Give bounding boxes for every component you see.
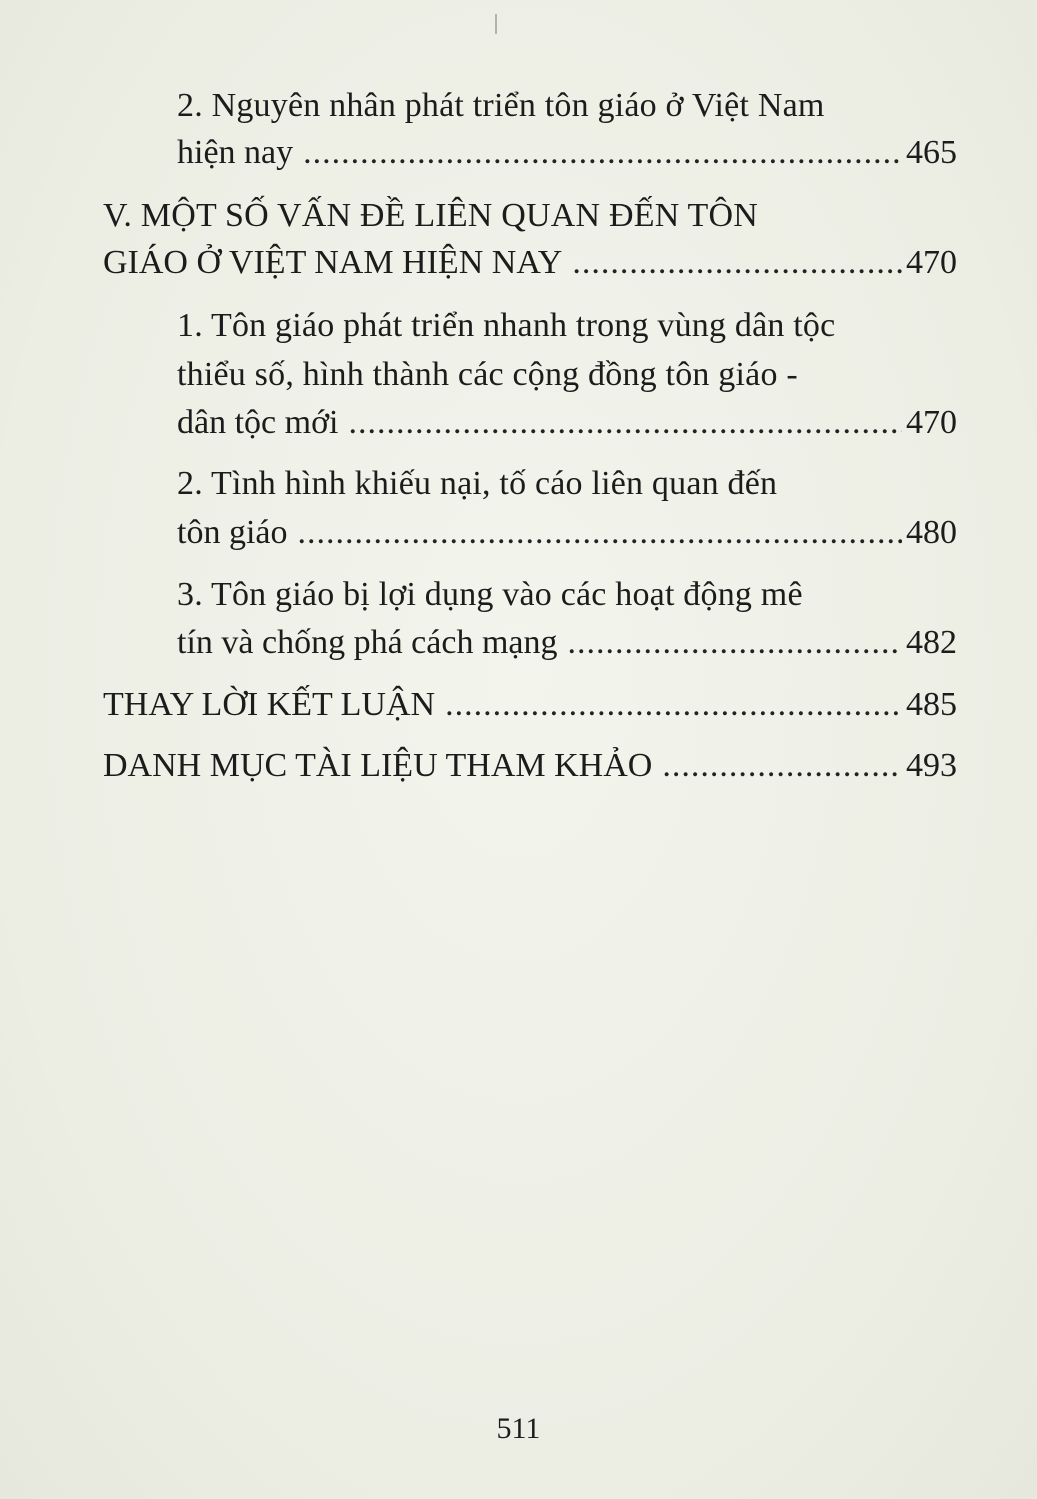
toc-entry-text: THAY LỜI KẾT LUẬN	[103, 686, 436, 723]
toc-page-number: 493	[906, 747, 957, 784]
toc-page-number: 485	[906, 686, 957, 723]
toc-entry[interactable]	[177, 403, 957, 443]
toc-page-number: 470	[906, 244, 957, 281]
toc-entry-text: 1. Tôn giáo phát triển nhanh trong vùng dân tộc	[177, 307, 836, 344]
toc-entry[interactable]	[103, 746, 957, 786]
leader-dots	[572, 243, 902, 283]
leader-dots	[303, 133, 902, 173]
toc-entry[interactable]	[177, 133, 957, 173]
toc-page-number: 482	[906, 624, 957, 661]
toc-entry[interactable]	[177, 623, 957, 663]
toc-entry-text: thiểu số, hình thành các cộng đồng tôn giáo -	[177, 356, 798, 393]
toc-entry-text: dân tộc mới	[177, 404, 339, 441]
toc-page-number: 465	[906, 134, 957, 171]
toc-entry[interactable]	[103, 243, 957, 283]
toc-page-number: 470	[906, 404, 957, 441]
toc-entry-text: GIÁO Ở VIỆT NAM HIỆN NAY	[103, 244, 563, 281]
toc-entry[interactable]	[177, 513, 957, 553]
toc-entry[interactable]	[103, 685, 957, 725]
toc-entry-text: 3. Tôn giáo bị lợi dụng vào các hoạt động mê	[177, 576, 803, 613]
toc-entry-text: tín và chống phá cách mạng	[177, 624, 558, 661]
toc-page-number: 480	[906, 514, 957, 551]
leader-dots	[349, 403, 903, 443]
toc-entry-text: tôn giáo	[177, 514, 288, 551]
toc-entry-text: hiện nay	[177, 134, 294, 171]
toc-entry-text: 2. Tình hình khiếu nại, tố cáo liên quan đến	[177, 465, 778, 502]
toc-entry-text: V. MỘT SỐ VẤN ĐỀ LIÊN QUAN ĐẾN TÔN	[103, 197, 759, 234]
leader-dots	[297, 513, 902, 553]
leader-dots	[662, 746, 902, 786]
leader-dots	[445, 685, 902, 725]
toc-entry-text: DANH MỤC TÀI LIỆU THAM KHẢO	[103, 747, 653, 784]
page-number: 511	[496, 1412, 541, 1445]
leader-dots	[567, 623, 902, 663]
toc-entry-text: 2. Nguyên nhân phát triển tôn giáo ở Việt Nam	[177, 87, 825, 124]
